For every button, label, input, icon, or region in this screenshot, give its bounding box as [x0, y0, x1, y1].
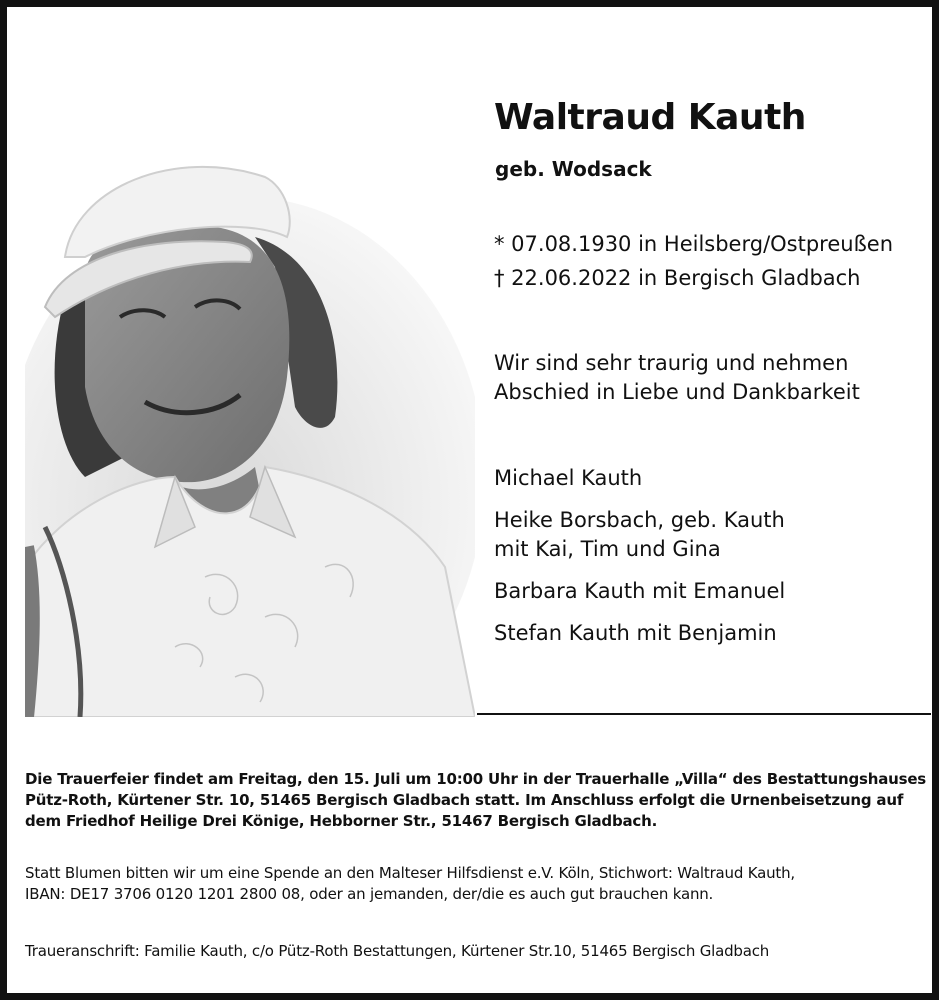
ceremony-line: Die Trauerfeier findet am Freitag, den 15. Juli um 10:00 Uhr in der Trauerhalle „Villa“ des Bestattungshauses — [25, 770, 927, 788]
life-dates — [494, 227, 893, 295]
mourner-children: mit Kai, Tim und Gina — [494, 537, 721, 561]
ceremony-line: dem Friedhof Heilige Drei Könige, Hebborner Str., 51467 Bergisch Gladbach. — [25, 812, 658, 830]
portrait-photo — [25, 147, 475, 717]
donation-line: Statt Blumen bitten wir um eine Spende an den Malteser Hilfsdienst e.V. Köln, Stichwort: Waltraud Kauth, — [25, 864, 795, 882]
mourner-name: Heike Borsbach, geb. Kauth — [494, 508, 785, 532]
ceremony-info — [25, 769, 925, 832]
death-date: † 22.06.2022 in Bergisch Gladbach — [494, 266, 861, 290]
mourner: Barbara Kauth mit Emanuel — [494, 579, 786, 603]
mourner: Stefan Kauth mit Benjamin — [494, 621, 777, 645]
donation-info — [25, 863, 925, 905]
donation-line: IBAN: DE17 3706 0120 1201 2800 08, oder an jemanden, der/die es auch gut brauchen kann. — [25, 885, 714, 903]
mourners-list — [494, 464, 785, 661]
deceased-name: Waltraud Kauth — [494, 97, 806, 138]
birth-date: * 07.08.1930 in Heilsberg/Ostpreußen — [494, 232, 894, 256]
farewell-text — [494, 349, 860, 407]
farewell-line: Abschied in Liebe und Dankbarkeit — [494, 380, 860, 404]
divider — [477, 713, 931, 715]
mourner — [494, 506, 785, 564]
maiden-name: geb. Wodsack — [495, 157, 652, 181]
mourner: Michael Kauth — [494, 466, 643, 490]
ceremony-line: Pütz-Roth, Kürtener Str. 10, 51465 Bergisch Gladbach statt. Im Anschluss erfolgt die Urnenbeisetzung auf — [25, 791, 904, 809]
farewell-line: Wir sind sehr traurig und nehmen — [494, 351, 849, 375]
mourning-address: Traueranschrift: Familie Kauth, c/o Pütz-Roth Bestattungen, Kürtener Str.10, 51465 Bergisch Gladbach — [25, 942, 770, 960]
